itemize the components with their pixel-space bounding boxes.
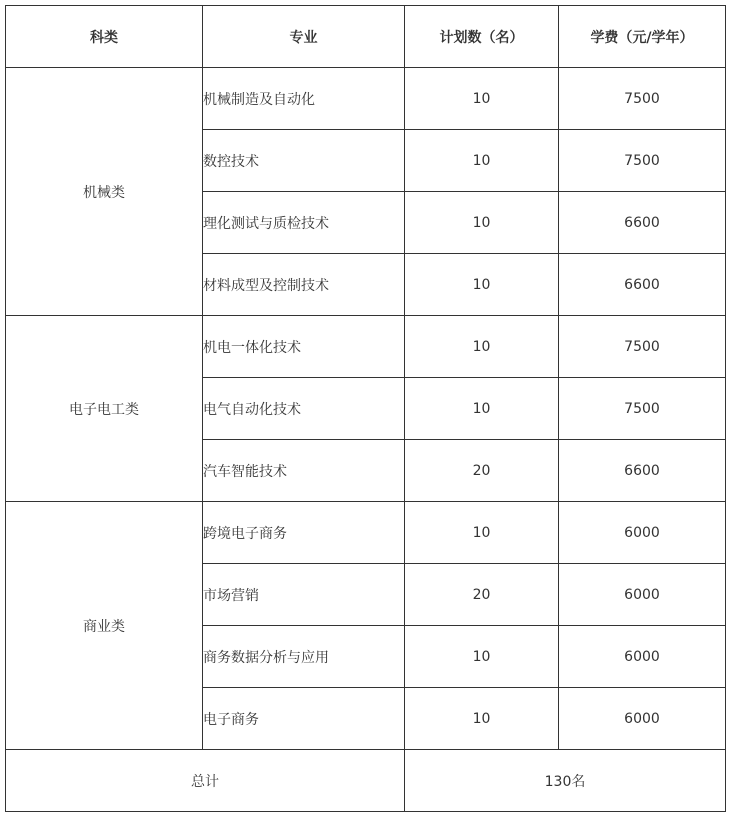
header-row	[6, 6, 726, 68]
major-cell: 机电一体化技术	[203, 316, 405, 378]
fee-cell: 7500	[559, 130, 726, 192]
header-plan: 计划数（名）	[405, 6, 559, 68]
major-cell: 理化测试与质检技术	[203, 192, 405, 254]
header-major: 专业	[203, 6, 405, 68]
fee-cell: 7500	[559, 316, 726, 378]
table-row	[6, 68, 726, 130]
fee-cell: 6600	[559, 254, 726, 316]
plan-cell: 10	[405, 688, 559, 750]
category-cell: 电子电工类	[6, 316, 203, 502]
major-cell: 电气自动化技术	[203, 378, 405, 440]
fee-cell: 6000	[559, 502, 726, 564]
table-row	[6, 502, 726, 564]
category-cell: 商业类	[6, 502, 203, 750]
plan-cell: 20	[405, 440, 559, 502]
fee-cell: 6000	[559, 564, 726, 626]
header-category: 科类	[6, 6, 203, 68]
major-cell: 汽车智能技术	[203, 440, 405, 502]
major-cell: 材料成型及控制技术	[203, 254, 405, 316]
total-row	[6, 750, 726, 812]
fee-cell: 6000	[559, 688, 726, 750]
major-cell: 数控技术	[203, 130, 405, 192]
fee-cell: 6000	[559, 626, 726, 688]
major-cell: 机械制造及自动化	[203, 68, 405, 130]
major-cell: 电子商务	[203, 688, 405, 750]
major-cell: 跨境电子商务	[203, 502, 405, 564]
plan-cell: 10	[405, 316, 559, 378]
fee-cell: 6600	[559, 440, 726, 502]
fee-cell: 7500	[559, 68, 726, 130]
plan-cell: 10	[405, 254, 559, 316]
major-cell: 商务数据分析与应用	[203, 626, 405, 688]
plan-cell: 10	[405, 192, 559, 254]
enrollment-table	[5, 5, 726, 812]
major-cell: 市场营销	[203, 564, 405, 626]
fee-cell: 6600	[559, 192, 726, 254]
plan-cell: 10	[405, 626, 559, 688]
total-value: 130名	[405, 750, 726, 812]
fee-cell: 7500	[559, 378, 726, 440]
total-label: 总计	[6, 750, 405, 812]
plan-cell: 20	[405, 564, 559, 626]
plan-cell: 10	[405, 130, 559, 192]
plan-cell: 10	[405, 68, 559, 130]
plan-cell: 10	[405, 378, 559, 440]
header-fee: 学费（元/学年）	[559, 6, 726, 68]
table-row	[6, 316, 726, 378]
plan-cell: 10	[405, 502, 559, 564]
category-cell: 机械类	[6, 68, 203, 316]
